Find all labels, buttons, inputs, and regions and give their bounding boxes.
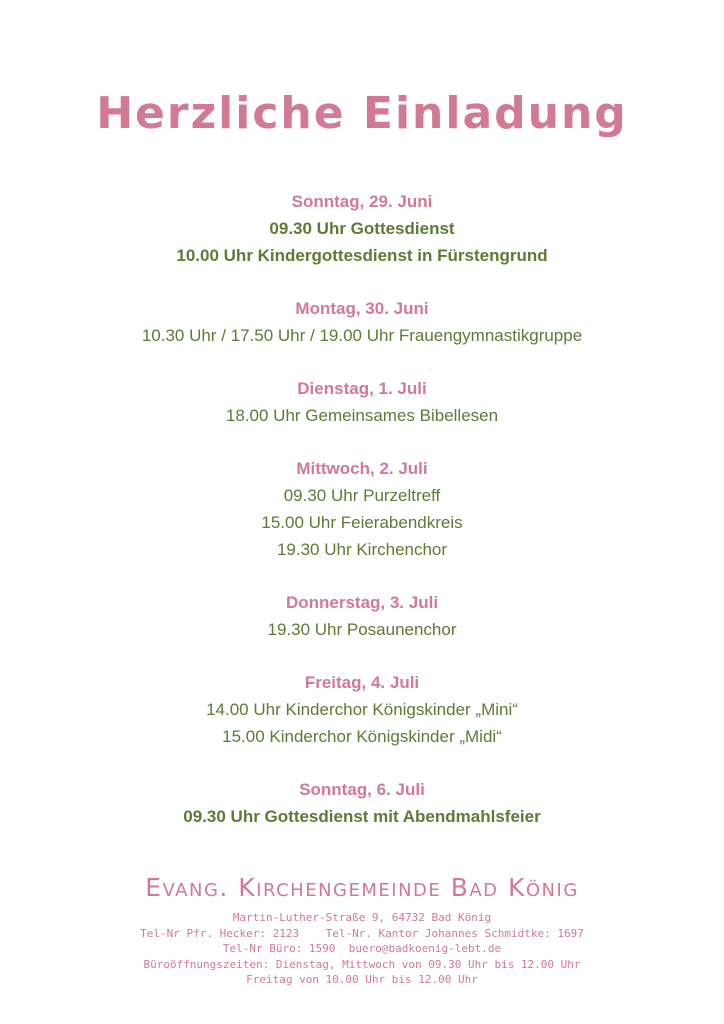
day-block: [0, 188, 724, 269]
phone-numbers: Tel-Nr Pfr. Hecker: 2123 Tel-Nr. Kantor Johannes Schmidtke: 1697: [140, 926, 584, 940]
day-block: [0, 776, 724, 830]
day-heading: Freitag, 4. Juli: [304, 673, 420, 692]
footer: [0, 870, 724, 988]
office-hours-weekdays: Büroöffnungszeiten: Dienstag, Mittwoch von 09.30 Uhr bis 12.00 Uhr: [143, 957, 581, 971]
day-block: [0, 375, 724, 429]
day-block: [0, 669, 724, 750]
event-line: 19.30 Uhr Kirchenchor: [276, 540, 448, 559]
day-heading: Sonntag, 6. Juli: [299, 780, 425, 799]
event-line: 14.00 Uhr Kinderchor Königskinder „Mini“: [206, 700, 518, 719]
day-heading: Donnerstag, 3. Juli: [285, 593, 439, 612]
event-line: 09.30 Uhr Gottesdienst: [269, 219, 455, 238]
day-block: [0, 295, 724, 349]
day-heading: Mittwoch, 2. Juli: [296, 459, 428, 478]
event-line: 19.30 Uhr Posaunenchor: [267, 620, 457, 639]
event-line: 15.00 Kinderchor Königskinder „Midi“: [222, 727, 502, 746]
day-heading: Sonntag, 29. Juni: [291, 192, 433, 211]
event-line: 18.00 Uhr Gemeinsames Bibellesen: [225, 406, 499, 425]
office-hours-friday: Freitag von 10.00 Uhr bis 12.00 Uhr: [246, 973, 478, 986]
office-contact: Tel-Nr Büro: 1590 buero@badkoenig-lebt.de: [222, 942, 502, 955]
event-line: 10.00 Uhr Kindergottesdienst in Fürstengrund: [176, 246, 548, 265]
day-heading: Dienstag, 1. Juli: [297, 379, 427, 398]
event-line: 10.30 Uhr / 17.50 Uhr / 19.00 Uhr Frauengymnastikgruppe: [141, 326, 583, 345]
page-title: Herzliche Einladung: [96, 88, 628, 139]
event-line: 09.30 Uhr Purzeltreff: [283, 486, 441, 505]
day-block: [0, 589, 724, 643]
event-schedule: [0, 188, 724, 856]
event-line: 09.30 Uhr Gottesdienst mit Abendmahlsfeier: [183, 807, 541, 826]
address: Martin-Luther-Straße 9, 64732 Bad König: [232, 911, 492, 924]
organization-name: Evang. Kirchengemeinde Bad König: [145, 873, 579, 902]
day-block: [0, 455, 724, 563]
event-line: 15.00 Uhr Feierabendkreis: [261, 513, 463, 532]
day-heading: Montag, 30. Juni: [295, 299, 429, 318]
